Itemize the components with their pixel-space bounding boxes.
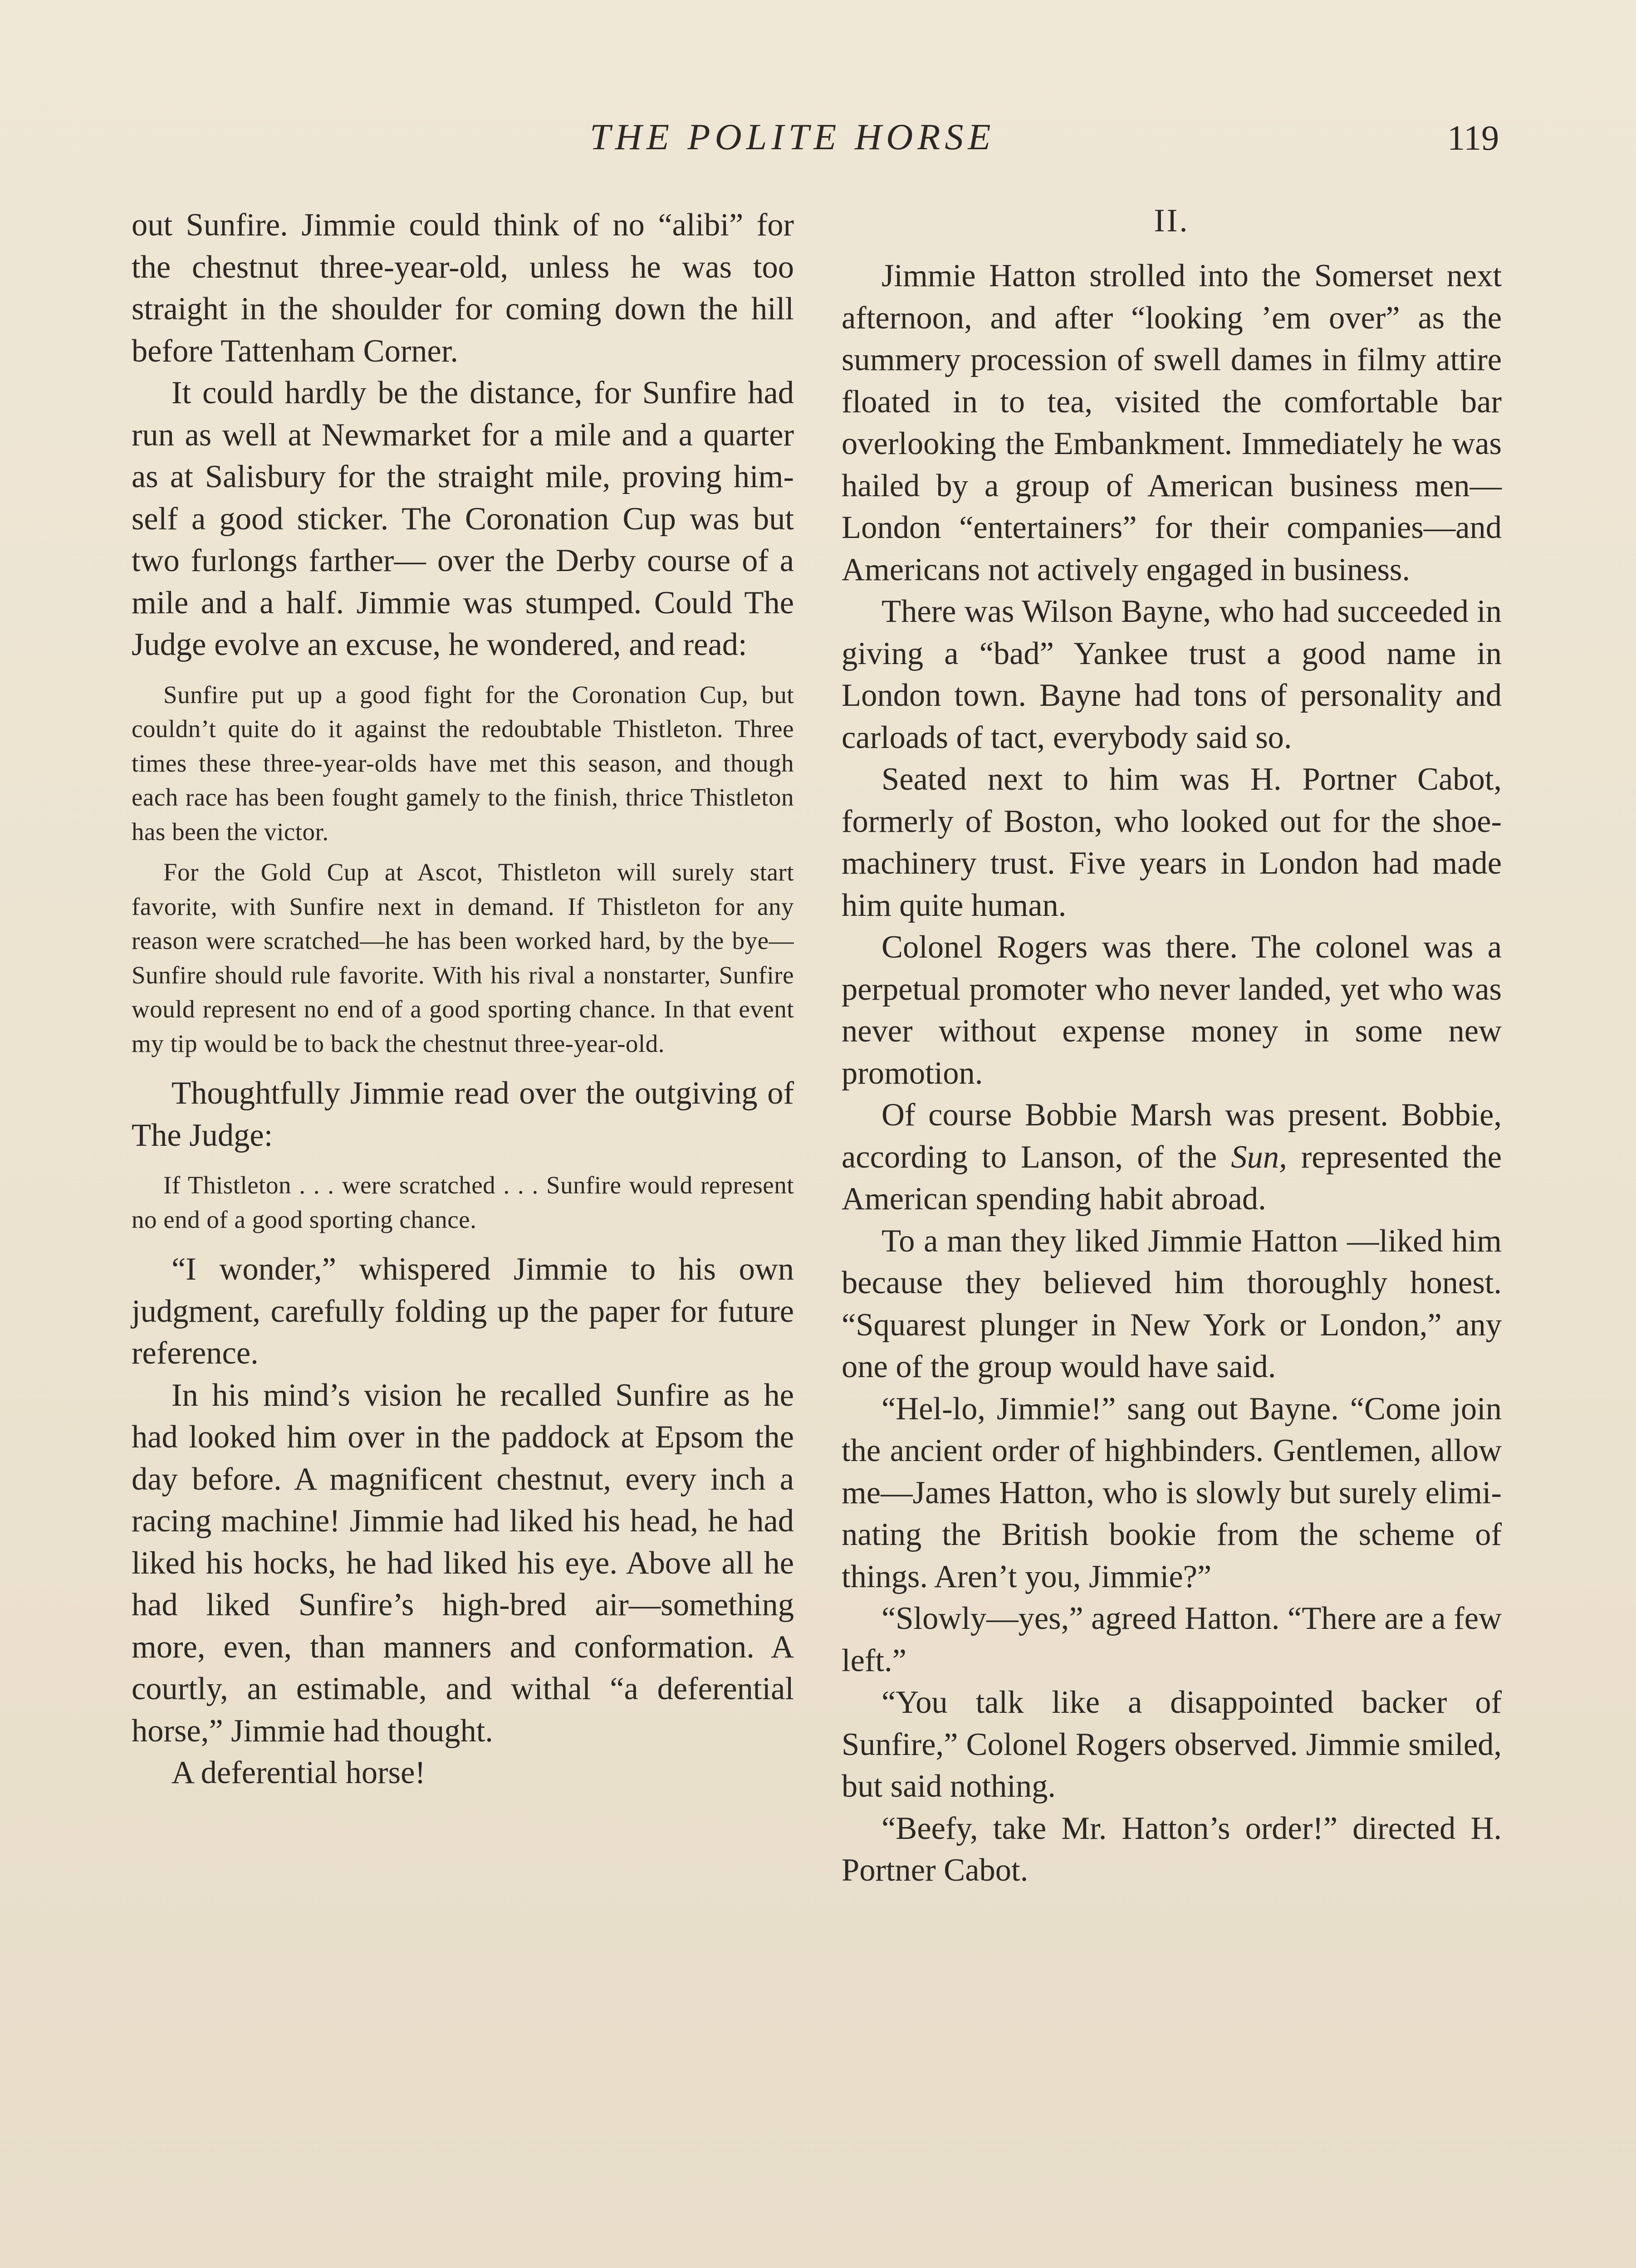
paragraph: “You talk like a disappointed backer of Sunfire,” Colonel Rogers observed. Jimmie smiled, but said nothing. — [842, 1685, 1502, 1804]
paragraph-text: represented the American spending habit abroad. — [842, 1139, 1502, 1217]
running-title: THE POLITE HORSE — [590, 116, 995, 157]
paragraph: “Hel-lo, Jimmie!” sang out Bayne. “Come join the ancient order of highbinders. Gentlemen, allow me—James Hatton, who is slowly but surely eliminating the British bookie from the scheme of things. Aren’t you, Jimmie?” — [842, 1391, 1502, 1594]
paragraph: “I wonder,” whispered Jimmie to his own judgment, carefully folding up the paper for future reference. — [132, 1251, 794, 1371]
paragraph: A deferential horse! — [171, 1755, 426, 1790]
paragraph: out Sunfire. Jimmie could think of no “alibi” for the chestnut three-year-old, unless he was too straight in the shoulder for coming down the hill before Tattenham Corner. — [132, 207, 794, 369]
paragraph: Jimmie Hatton strolled into the Somerset next afternoon, and after “looking ’em over” as the summery procession of swell dames in filmy attire floated in to tea, visited the comfortable bar overlooking the Embankment. Immediately he was hailed by a group of American business men—London “entertainers” for their companies—and Americans not actively engaged in business. — [842, 258, 1502, 587]
paragraph: To a man they liked Jimmie Hatton —liked him because they believed him thoroughly honest. “Squarest plunger in New York or London,” any one of the group would have said. — [842, 1223, 1502, 1384]
newspaper-quote: Sunfire put up a good fight for the Coronation Cup, but couldn’t quite do it against the redoubtable Thistleton. Three times these three-year-olds have met this season, and though each race has been fought gamely to the finish, thrice Thistleton has been the victor. — [132, 680, 794, 846]
paragraph: There was Wilson Bayne, who had succeeded in giving a “bad” Yankee trust a good name in London town. Bayne had tons of personality and carloads of tact, everybody said so. — [842, 594, 1502, 755]
section-heading: II. — [1154, 202, 1190, 239]
newspaper-quote: For the Gold Cup at Ascot, Thistleton will surely start favorite, with Sunfire next in demand. If Thistleton for any reason were scratched—he has been worked hard, by the bye—Sunfire should rule favorite. With his rival a nonstarter, Sunfire would represent no end of a good sporting chance. In that event my tip would be to back the chestnut three-year-old. — [132, 858, 794, 1057]
paragraph — [842, 1094, 1502, 1220]
paragraph: Thoughtfully Jimmie read over the outgiving of The Judge: — [132, 1075, 794, 1153]
paragraph: “Slowly—yes,” agreed Hatton. “There are a few left.” — [842, 1601, 1502, 1678]
paragraph: Seated next to him was H. Portner Cabot, formerly of Boston, who looked out for the shoe-machinery trust. Five years in London had made him quite human. — [842, 762, 1502, 923]
paragraph: It could hardly be the distance, for Sunfire had run as well at Newmarket for a mile and a quarter as at Salisbury for the straight mile, proving himself a good sticker. The Coronation Cup was but two furlongs farther— over the Derby course of a mile and a half. Jimmie was stumped. Could The Judge evolve an excuse, he wondered, and read: — [132, 375, 794, 662]
page-header — [0, 116, 1636, 170]
paragraph: “Beefy, take Mr. Hatton’s order!” directed H. Portner Cabot. — [842, 1810, 1502, 1888]
left-column — [132, 204, 794, 1794]
paragraph: Colonel Rogers was there. The colonel was a perpetual promoter who never landed, yet who was never without expense money in some new promotion. — [842, 929, 1502, 1091]
paragraph-text: Of course Bobbie Marsh was present. Bobbie, according to Lanson, of the — [842, 1097, 1502, 1175]
page-number: 119 — [1447, 118, 1499, 157]
right-column — [842, 204, 1502, 1892]
newspaper-quote: If Thistleton . . . were scratched . . . Sunfire would represent no end of a good sporting chance. — [132, 1171, 794, 1233]
paragraph: In his mind’s vision he recalled Sunfire as he had looked him over in the paddock at Epsom the day before. A magnificent chestnut, every inch a racing machine! Jimmie had liked his head, he had liked his hocks, he had liked his eye. Above all he had liked Sunfire’s high-bred air—something more, even, than manners and conformation. A courtly, an estimable, and withal “a deferential horse,” Jimmie had thought. — [132, 1377, 794, 1749]
newspaper-name: Sun, — [1231, 1139, 1287, 1175]
